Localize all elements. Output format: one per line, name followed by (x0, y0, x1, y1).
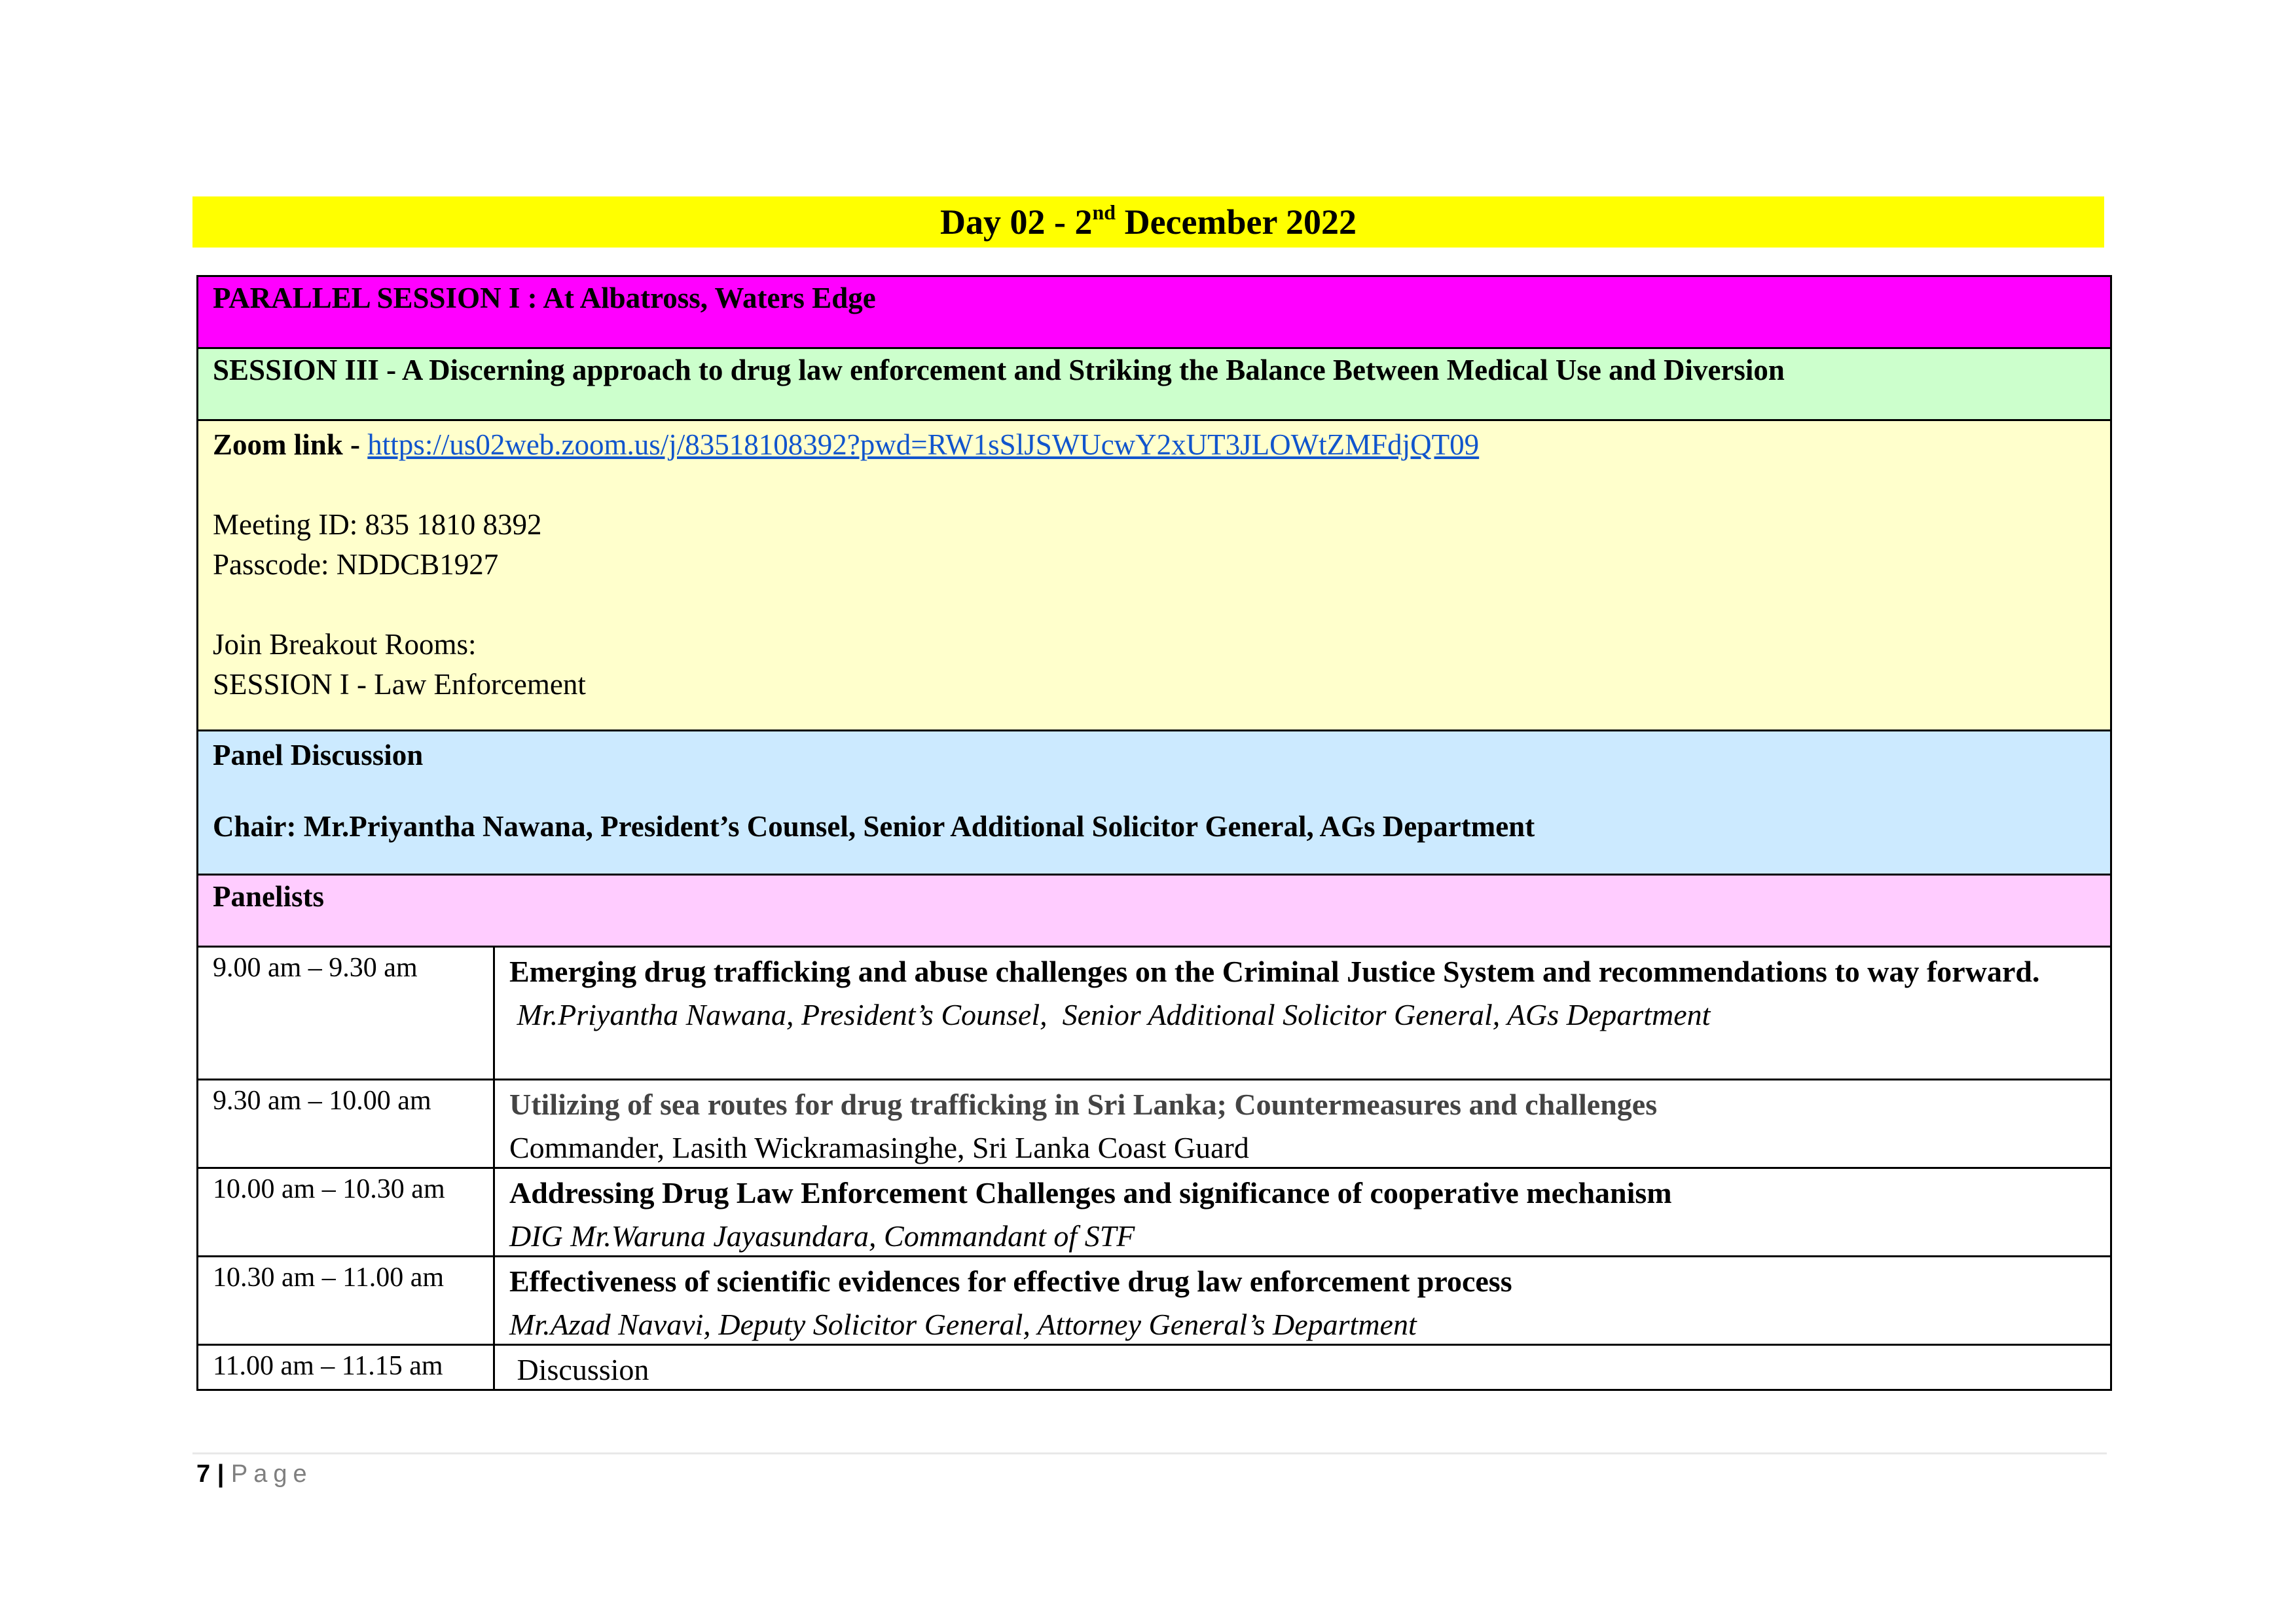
page-word: Page (230, 1460, 313, 1488)
agenda-table (196, 275, 2112, 1391)
day-heading-suffix: December 2022 (1116, 202, 1357, 242)
zoom-link-label: Zoom link - (213, 428, 368, 461)
schedule-talk (495, 1169, 2110, 1255)
schedule-time: 10.30 am – 11.00 am (198, 1257, 495, 1344)
schedule-talk (495, 948, 2110, 1079)
talk-speaker: Discussion (509, 1353, 649, 1386)
schedule-time: 9.00 am – 9.30 am (198, 948, 495, 1079)
day-heading (192, 196, 2104, 248)
passcode: Passcode: NDDCB1927 (213, 548, 499, 581)
panel-chair: Chair: Mr.Priyantha Nawana, President’s Counsel, Senior Additional Solicitor General, AGs Department (213, 810, 1535, 843)
panelists-row (198, 876, 2110, 948)
panelists-heading: Panelists (213, 880, 325, 913)
parallel-session-label: PARALLEL SESSION I : At Albatross, Waters Edge (213, 282, 876, 314)
panel-heading: Panel Discussion (213, 739, 424, 771)
footer-divider (192, 1452, 2107, 1454)
schedule-row (198, 1169, 2110, 1257)
breakout-label: Join Breakout Rooms: (213, 628, 477, 661)
zoom-details-row (198, 421, 2110, 731)
schedule-talk (495, 1346, 2110, 1389)
page-footer (196, 1459, 313, 1489)
schedule-row (198, 948, 2110, 1080)
page-separator: | (210, 1460, 231, 1488)
talk-title: Utilizing of sea routes for drug trafficking in Sri Lanka; Countermeasures and challenges (509, 1088, 1658, 1121)
talk-speaker: DIG Mr.Waruna Jayasundara, Commandant of STF (509, 1219, 1135, 1253)
schedule-time: 9.30 am – 10.00 am (198, 1080, 495, 1167)
meeting-id: Meeting ID: 835 1810 8392 (213, 508, 542, 541)
panel-discussion-row (198, 731, 2110, 876)
zoom-link[interactable]: https://us02web.zoom.us/j/83518108392?pwd=RW1sSlJSWUcwY2xUT3JLOWtZMFdjQT09 (367, 428, 1480, 461)
session-title-row (198, 349, 2110, 421)
talk-speaker: Mr.Azad Navavi, Deputy Solicitor General, Attorney General’s Department (509, 1308, 1417, 1341)
page-number: 7 (196, 1460, 211, 1488)
schedule-talk (495, 1257, 2110, 1344)
talk-speaker: Commander, Lasith Wickramasinghe, Sri Lanka Coast Guard (509, 1131, 1249, 1164)
session-title: SESSION III - A Discerning approach to drug law enforcement and Striking the Balance Between Medical Use and Diversion (213, 354, 1785, 386)
talk-speaker: Mr.Priyantha Nawana, President’s Counsel, Senior Additional Solicitor General, AGs Department (509, 998, 1711, 1031)
zoom-link-line (213, 425, 2096, 465)
day-heading-prefix: Day 02 - 2 (940, 202, 1093, 242)
talk-title: Effectiveness of scientific evidences for effective drug law enforcement process (509, 1264, 1512, 1298)
schedule-talk (495, 1080, 2110, 1167)
schedule-row (198, 1346, 2110, 1389)
day-heading-superscript: nd (1092, 200, 1116, 224)
talk-title: Emerging drug trafficking and abuse challenges on the Criminal Justice System and recommendations to way forward. (509, 955, 2040, 988)
schedule-row (198, 1080, 2110, 1169)
schedule-time: 10.00 am – 10.30 am (198, 1169, 495, 1255)
schedule-time: 11.00 am – 11.15 am (198, 1346, 495, 1389)
talk-title: Addressing Drug Law Enforcement Challenges and significance of cooperative mechanism (509, 1176, 1672, 1209)
parallel-session-row (198, 277, 2110, 349)
schedule-row (198, 1257, 2110, 1346)
breakout-room: SESSION I - Law Enforcement (213, 668, 586, 701)
